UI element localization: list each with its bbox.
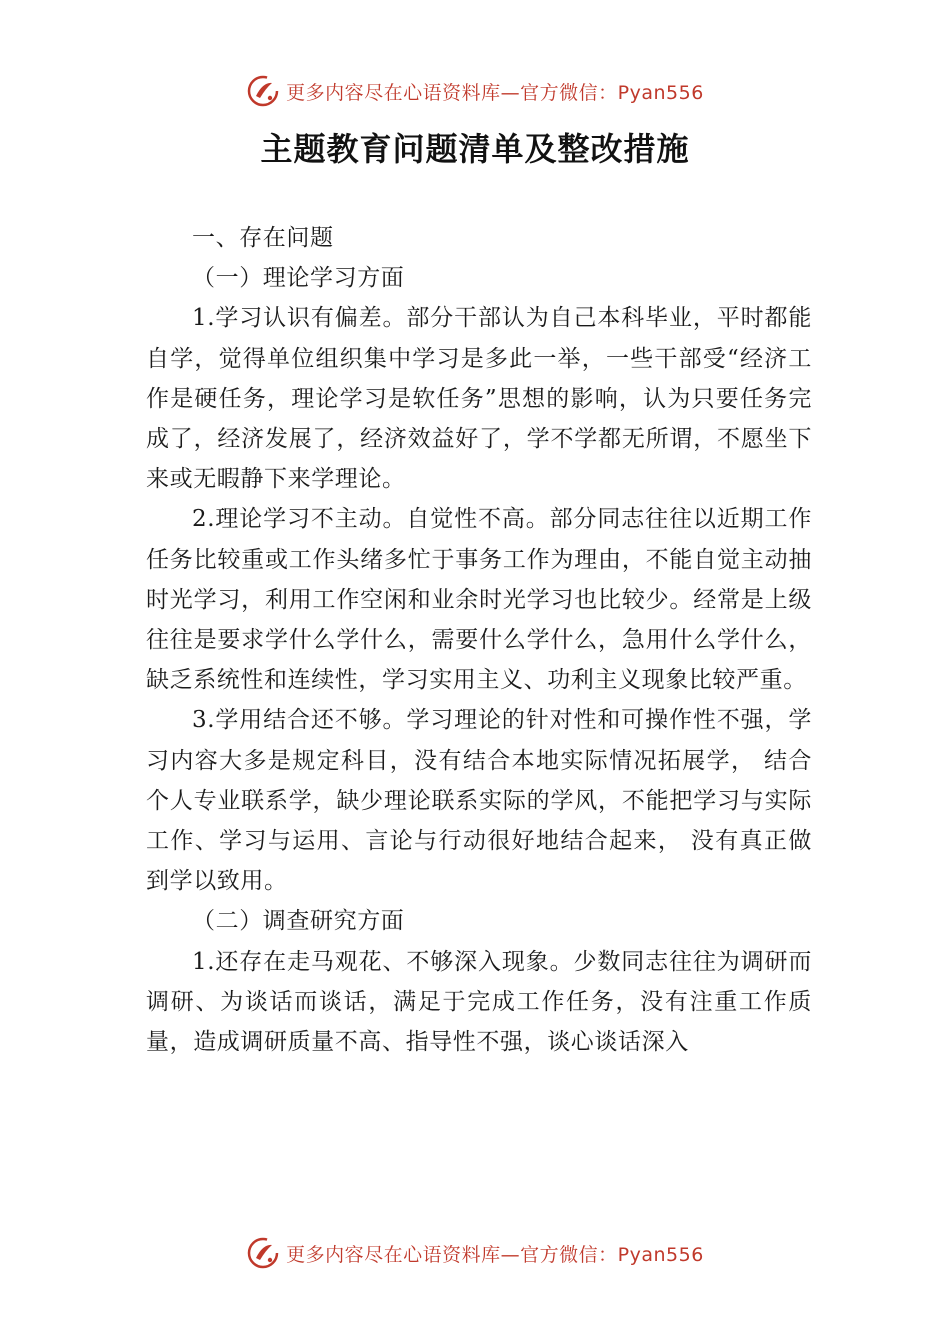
watermark-text: 更多内容尽在心语资料库—官方微信：Pyan556 bbox=[286, 81, 704, 104]
subsection-heading: （二）调查研究方面 bbox=[192, 908, 405, 935]
watermark-text: 更多内容尽在心语资料库—官方微信：Pyan556 bbox=[286, 1243, 704, 1266]
document-body bbox=[146, 218, 812, 1062]
brush-circle-logo-icon bbox=[246, 74, 280, 108]
watermark-header bbox=[0, 74, 950, 108]
subsection-heading: （一）理论学习方面 bbox=[192, 265, 405, 292]
paragraph: 2.理论学习不主动。自觉性不高。部分同志往往以近期工作任务比较重或工作头绪多忙于事务工作为理由，不能自觉主动抽时光学习，利用工作空闲和业余时光学习也比较少。经常是上级往往是要求学什么学什么，需要什么学什么，急用什么学什么，缺乏系统性和连续性，学习实用主义、功利主义现象比较严重。 bbox=[146, 506, 812, 694]
paragraph: 1.还存在走马观花、不够深入现象。少数同志往往为调研而调研、为谈话而谈话，满足于完成工作任务，没有注重工作质量，造成调研质量不高、指导性不强，谈心谈话深入 bbox=[146, 948, 812, 1056]
section-heading: 一、存在问题 bbox=[192, 225, 334, 251]
paragraph: 3.学用结合还不够。学习理论的针对性和可操作性不强，学习内容大多是规定科目，没有结合本地实际情况拓展学， 结合个人专业联系学，缺少理论联系实际的学风，不能把学习与实际工作、学习与运用、言论与行动很好地结合起来， 没有真正做到学以致用。 bbox=[146, 707, 812, 895]
watermark-footer bbox=[0, 1236, 950, 1270]
paragraph: 1.学习认识有偏差。部分干部认为自己本科毕业，平时都能自学，觉得单位组织集中学习是多此一举，一些干部受“经济工作是硬任务，理论学习是软任务”思想的影响，认为只要任务完成了，经济发展了，经济效益好了，学不学都无所谓，不愿坐下来或无暇静下来学理论。 bbox=[146, 305, 812, 493]
document-title: 主题教育问题清单及整改措施 bbox=[260, 130, 690, 168]
brush-circle-logo-icon bbox=[246, 1236, 280, 1270]
